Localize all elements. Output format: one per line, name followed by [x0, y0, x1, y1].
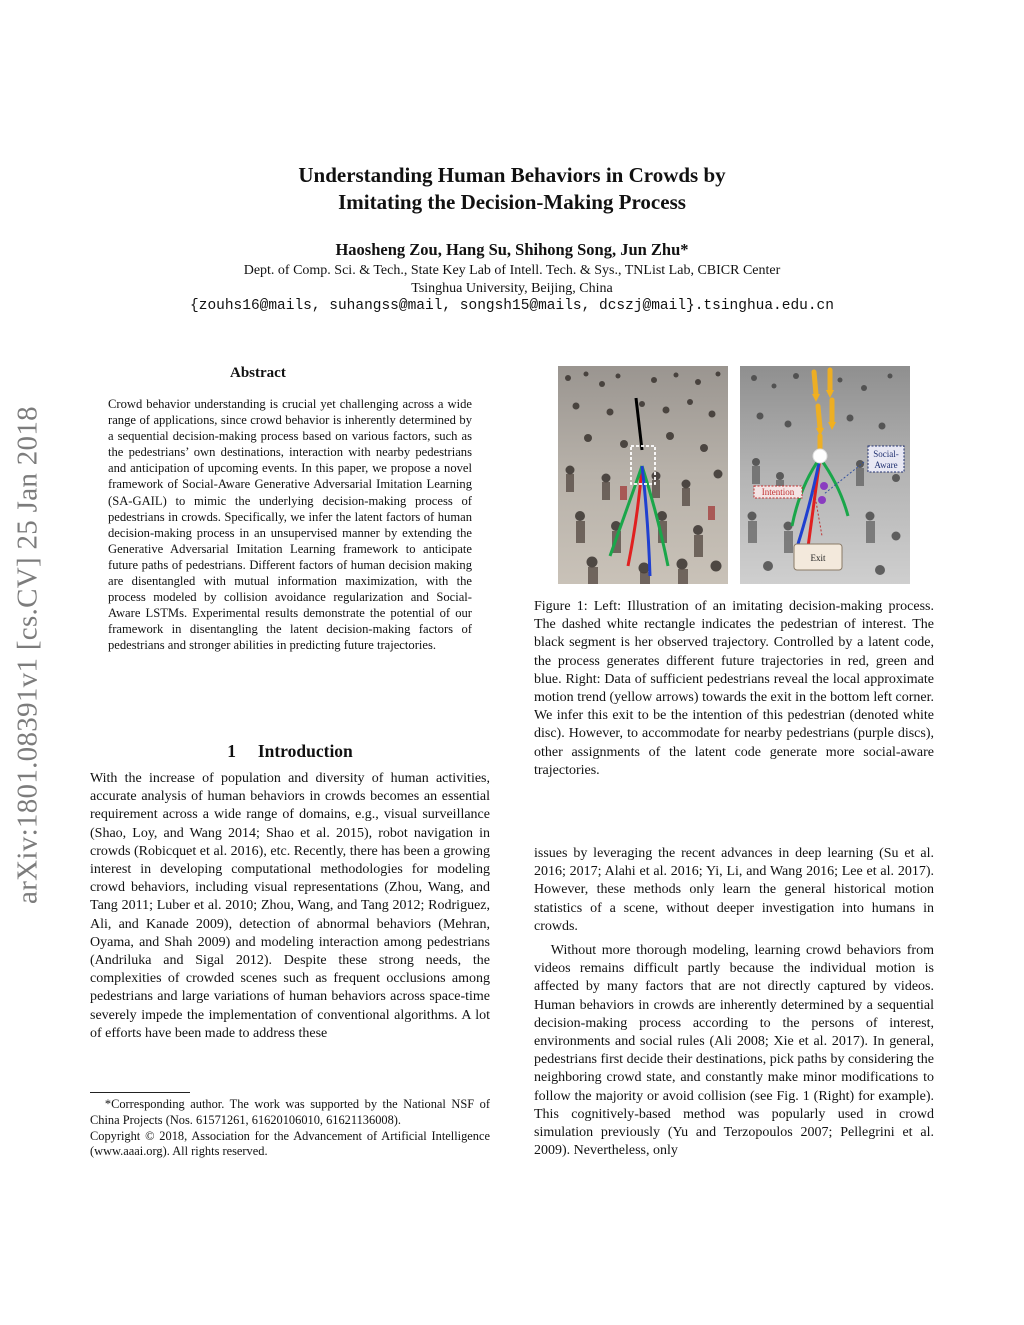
affiliation-line-2: Tsinghua University, Beijing, China — [411, 281, 613, 296]
right-column — [534, 845, 934, 1166]
label-social-aware-2: Aware — [874, 460, 898, 470]
paper-title-line-2: Imitating the Decision-Making Process — [338, 190, 686, 214]
author-list: Haosheng Zou, Hang Su, Shihong Song, Jun Zhu* — [335, 240, 689, 259]
label-social-aware-1: Social- — [873, 449, 899, 459]
crowd-scene-right — [740, 366, 910, 584]
label-intention: Intention — [761, 487, 795, 497]
introduction-body: With the increase of population and diversity of human activities, accurate analysis of human behaviors in crowds becomes an essential requirement across a wide range of domains, e.g., visual surveillance (Shao, Loy, and Wang 2014; Shao et al. 2015), robot navigation in crowds (Robicquet et al. 2016), etc. Recently, there has been a growing interest in developing computational methodologies for modeling crowd behaviors, including visual representations (Zhou, Wang, and Tang 2011; Luber et al. 2010; Zhou, Wang, and Tang 2012; Rodriguez, Ali, and Kanade 2009), detection of abnormal behaviors (Mehran, Oyama, and Shah 2009) and modeling interaction among pedestrians (Andriluka and Sigal 2012). Despite these strong needs, the complexities of crowded scenes such as frequent occlusions among pedestrians and large variations of human behaviors across space-time severely impede the implementation of conventional algorithms. A lot of efforts have been made to address these — [90, 771, 490, 1041]
figure-1 — [558, 366, 910, 584]
introduction-heading: 1 Introduction — [227, 741, 353, 761]
crowd-scene-left — [558, 366, 728, 584]
affiliation-line-1: Dept. of Comp. Sci. & Tech., State Key Lab of Intell. Tech. & Sys., TNList Lab, CBICR Center — [243, 263, 781, 278]
footnote-rule — [90, 1092, 190, 1093]
author-emails: {zouhs16@mails, suhangss@mail, songsh15@mails, dcszj@mail}.tsinghua.edu.cn — [190, 298, 834, 314]
footnote-corresponding: *Corresponding author. The work was supported by the National NSF of China Projects (Nos. 61571261, 61620106010, 61621136008). — [90, 1097, 490, 1127]
abstract-heading: Abstract — [230, 365, 286, 381]
abstract-body: Crowd behavior understanding is crucial yet challenging across a wide range of applications, since crowd behavior is inherently determined by a sequential decision-making process based on various factors, such as the pedestrians’ own destinations, interaction with nearby pedestrians and anticipation of upcoming events. In this paper, we propose a novel framework of Social-Aware Generative Adversarial Imitation Learning (SA-GAIL) to mimic the underlying decision-making process of pedestrians in crowds. Specifically, we infer the latent factors of human decision-making process in an unsupervised manner by extending the Generative Adversarial Imitation Learning framework to anticipate future paths of pedestrians. Different factors of human decision making are disentangled with mutual information maximization, with the process modeled by collision avoidance regularization and Social-Aware LSTMs. Experimental results demonstrate the potential of our framework in disentangling the latent decision-making factors of pedestrians and stronger abilities in predicting future trajectories. — [108, 397, 472, 653]
figure-1-caption: Figure 1: Left: Illustration of an imitating decision-making process. The dashed white rectangle indicates the pedestrian of interest. The black segment is her observed trajectory. Controlled by a latent code, the process generates different future trajectories in red, green and blue. Right: Data of sufficient pedestrians reveal the local approximate motion trend (yellow arrows) towards the exit in the bottom left corner. We infer this exit to be the intention of this pedestrian (denoted white disc). However, to accommodate for nearby pedestrians (purple discs), other assignments of the latent code generate more social-aware trajectories. — [534, 599, 934, 778]
arxiv-stamp — [6, 360, 50, 950]
right-paragraph-2: Without more thorough modeling, learning crowd behaviors from videos remains difficult partly because the individual motion is affected by many factors that are not directly captured by videos. Human behaviors in crowds are inherently determined by a sequential decision-making process according to the persons of interest, environments and social rules (Ali 2008; Xie et al. 2017). In general, pedestrians first decide their destinations, pick paths by considering the neighboring crowd state, and constantly make minor modifications to follow the majority or avoid collision (see Fig. 1 (Right) for example). This cognitively-based method was popularly used in crowd simulation previously (Yu and Terzopoulos 2007; Pellegrini et al. 2009). Nevertheless, only — [534, 943, 934, 1159]
figure-1-right-panel — [740, 366, 910, 584]
figure-1-left-panel — [558, 366, 728, 584]
right-paragraph-1: issues by leveraging the recent advances in deep learning (Su et al. 2016; 2017; Alahi et al. 2016; Yi, Li, and Wang 2016; Lee et al. 2017). However, these methods only learn the general historical motion statistics of a scene, without deeper investigation into humans in crowds. — [534, 846, 934, 934]
footnote — [90, 1097, 490, 1160]
paper-title-line-1: Understanding Human Behaviors in Crowds by — [298, 163, 726, 187]
arxiv-id: arXiv:1801.08391v1 [cs.CV] 25 Jan 2018 — [11, 406, 44, 904]
copyright-notice: Copyright © 2018, Association for the Advancement of Artificial Intelligence (www.aaai.org). All rights reserved. — [90, 1128, 490, 1159]
label-exit: Exit — [810, 553, 826, 563]
